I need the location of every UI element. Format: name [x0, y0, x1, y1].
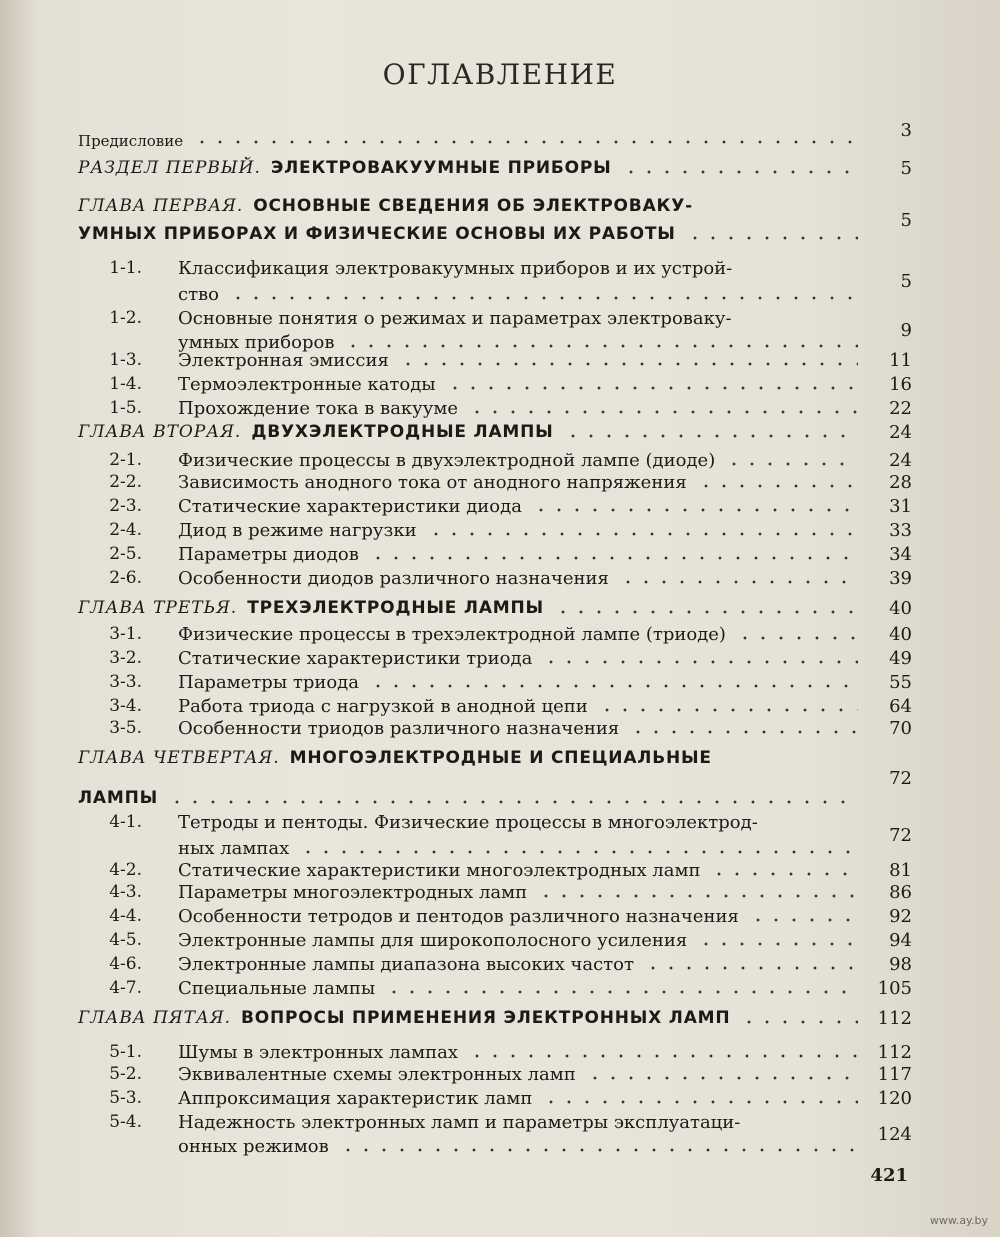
toc-entry-continuation [0, 788, 1000, 812]
page-number: 86 [889, 882, 912, 903]
toc-entry [0, 520, 1000, 544]
entry-number: 3-5. [109, 718, 142, 738]
entry-title-continued: ных лампах [178, 838, 290, 859]
dot-leader [542, 1099, 858, 1105]
dot-leader [193, 139, 858, 145]
toc-entry [0, 472, 1000, 496]
toc-entry [0, 672, 1000, 696]
entry-title: Физические процессы в двухэлектродной лампе (диоде) [178, 450, 716, 471]
page-number: 39 [889, 568, 912, 589]
dot-leader [586, 1075, 858, 1081]
entry-number: 3-2. [109, 648, 142, 668]
dot-leader [619, 579, 858, 585]
toc-entry [0, 624, 1000, 648]
dot-leader [446, 385, 858, 391]
entry-number: 4-4. [109, 906, 142, 926]
page-number: 72 [889, 768, 912, 789]
dot-leader [725, 461, 858, 467]
entry-title-continued: УМНЫХ ПРИБОРАХ И ФИЗИЧЕСКИЕ ОСНОВЫ ИХ РАБОТЫ [78, 224, 676, 244]
watermark: www.ay.by [929, 1214, 988, 1227]
page-number: 98 [889, 954, 912, 975]
entry-title: Тетроды и пентоды. Физические процессы в многоэлектрод- [178, 812, 758, 833]
entry-number: 2-4. [109, 520, 142, 540]
entry-title: Прохождение тока в вакууме [178, 398, 459, 419]
entry-number: 1-1. [109, 258, 142, 278]
entry-title: Основные понятия о режимах и параметрах электроваку- [178, 308, 732, 329]
entry-title: Работа триода с нагрузкой в анодной цепи [178, 696, 588, 717]
entry-title: Шумы в электронных лампах [178, 1042, 459, 1063]
dot-leader [554, 609, 858, 615]
dot-leader [564, 433, 858, 439]
entry-title: Особенности триодов различного назначения [178, 718, 620, 739]
toc-entry [0, 978, 1000, 1002]
page-number: 11 [889, 350, 912, 371]
dot-leader [542, 659, 858, 665]
toc-entry [0, 158, 1000, 182]
toc-entry [0, 648, 1000, 672]
page-number: 112 [877, 1008, 912, 1029]
entry-title: Термоэлектронные катоды [178, 374, 436, 395]
toc-entry [0, 422, 1000, 446]
entry-title-continued: ЛАМПЫ [78, 788, 159, 808]
entry-number: 4-2. [109, 860, 142, 880]
chapter-prefix: ГЛАВА ПЯТАЯ. [78, 1008, 231, 1028]
page-number: 33 [889, 520, 912, 541]
dot-leader [339, 1147, 858, 1153]
dot-leader [369, 683, 858, 689]
toc-entry [0, 496, 1000, 520]
toc-entry [0, 1042, 1000, 1066]
toc-entry [0, 718, 1000, 742]
page-number: 24 [889, 422, 912, 443]
dot-leader [299, 849, 858, 855]
page-number: 16 [889, 374, 912, 395]
chapter-prefix: ГЛАВА ЧЕТВЕРТАЯ. [78, 748, 280, 768]
page-number: 3 [900, 120, 912, 141]
entry-number: 2-6. [109, 568, 142, 588]
toc-entry [0, 748, 1000, 772]
entry-title: Аппроксимация характеристик ламп [178, 1088, 533, 1109]
dot-leader [399, 361, 858, 367]
entry-title: Параметры многоэлектродных ламп [178, 882, 528, 903]
toc-entry [0, 128, 1000, 152]
entry-title: Классификация электровакуумных приборов и их устрой- [178, 258, 733, 279]
entry-number: 4-5. [109, 930, 142, 950]
toc-entry [0, 930, 1000, 954]
toc-entry [0, 544, 1000, 568]
page-number: 24 [889, 450, 912, 471]
page-number: 70 [889, 718, 912, 739]
entry-title-continued: ство [178, 284, 220, 305]
toc-entry [0, 258, 1000, 282]
dot-leader [740, 1019, 858, 1025]
dot-leader [629, 729, 858, 735]
page-number: 49 [889, 648, 912, 669]
toc-entry-continuation [0, 1136, 1000, 1160]
toc-entry-continuation [0, 284, 1000, 308]
toc-entry [0, 450, 1000, 474]
entry-number: 5-1. [109, 1042, 142, 1062]
page-title: ОГЛАВЛЕНИЕ [382, 58, 618, 91]
toc-entry [0, 812, 1000, 836]
entry-number: 3-3. [109, 672, 142, 692]
toc-entry [0, 308, 1000, 332]
dot-leader [644, 965, 858, 971]
toc-entry [0, 906, 1000, 930]
entry-number: 5-3. [109, 1088, 142, 1108]
dot-leader [385, 989, 858, 995]
toc-entry [0, 954, 1000, 978]
footer-page-number: 421 [870, 1165, 908, 1186]
toc-entry-continuation [0, 224, 1000, 248]
dot-leader [697, 941, 858, 947]
dot-leader [468, 1053, 858, 1059]
toc-entry [0, 696, 1000, 720]
page-number: 34 [889, 544, 912, 565]
entry-number: 4-6. [109, 954, 142, 974]
page-number: 64 [889, 696, 912, 717]
dot-leader [598, 707, 858, 713]
entry-number: 1-2. [109, 308, 142, 328]
dot-leader [710, 871, 858, 877]
toc-entry [0, 398, 1000, 422]
page-number: 40 [889, 624, 912, 645]
entry-title: Эквивалентные схемы электронных ламп [178, 1064, 576, 1085]
chapter-title: ДВУХЭЛЕКТРОДНЫЕ ЛАМПЫ [251, 422, 554, 442]
chapter-prefix: ГЛАВА ТРЕТЬЯ. [78, 598, 238, 618]
page-number: 5 [900, 210, 912, 231]
entry-title: Электронная эмиссия [178, 350, 389, 371]
entry-title: Специальные лампы [178, 978, 376, 999]
entry-title: Физические процессы в трехэлектродной лампе (триоде) [178, 624, 726, 645]
page-number: 94 [889, 930, 912, 951]
dot-leader [736, 635, 858, 641]
dot-leader [697, 483, 858, 489]
chapter-title: ЭЛЕКТРОВАКУУМНЫЕ ПРИБОРЫ [270, 158, 612, 178]
entry-number: 2-1. [109, 450, 142, 470]
dot-leader [468, 409, 858, 415]
chapter-prefix: ГЛАВА ПЕРВАЯ. [78, 196, 244, 216]
toc-entry [0, 1088, 1000, 1112]
entry-number: 4-1. [109, 812, 142, 832]
entry-number: 5-4. [109, 1112, 142, 1132]
entry-number: 2-3. [109, 496, 142, 516]
entry-title: Статические характеристики многоэлектродных ламп [178, 860, 701, 881]
entry-title: Статические характеристики диода [178, 496, 522, 517]
entry-title: Надежность электронных ламп и параметры эксплуатаци- [178, 1112, 741, 1133]
entry-title: Статические характеристики триода [178, 648, 533, 669]
dot-leader [229, 295, 858, 301]
page-number: 124 [877, 1124, 912, 1145]
dot-leader [537, 893, 858, 899]
toc-entry [0, 860, 1000, 884]
entry-title: Зависимость анодного тока от анодного напряжения [178, 472, 687, 493]
chapter-title: ТРЕХЭЛЕКТРОДНЫЕ ЛАМПЫ [247, 598, 544, 618]
chapter-prefix: РАЗДЕЛ ПЕРВЫЙ. [78, 158, 261, 178]
entry-number: 5-2. [109, 1064, 142, 1084]
toc-entry [0, 568, 1000, 592]
page-number: 72 [889, 825, 912, 846]
page-number: 22 [889, 398, 912, 419]
toc-entry [0, 882, 1000, 906]
toc-entry [0, 1064, 1000, 1088]
chapter-prefix: ГЛАВА ВТОРАЯ. [78, 422, 242, 442]
chapter-title: ВОПРОСЫ ПРИМЕНЕНИЯ ЭЛЕКТРОННЫХ ЛАМП [241, 1008, 731, 1028]
entry-number: 4-3. [109, 882, 142, 902]
dot-leader [532, 507, 858, 513]
dot-leader [622, 169, 858, 175]
page-number: 120 [877, 1088, 912, 1109]
entry-number: 2-2. [109, 472, 142, 492]
entry-title: Особенности тетродов и пентодов различного назначения [178, 906, 739, 927]
page-number: 5 [900, 158, 912, 179]
toc-entry [0, 350, 1000, 374]
entry-number: 1-5. [109, 398, 142, 418]
entry-number: 3-1. [109, 624, 142, 644]
dot-leader [344, 343, 858, 349]
entry-number: 1-3. [109, 350, 142, 370]
entry-number: 1-4. [109, 374, 142, 394]
toc-entry [0, 1008, 1000, 1032]
dot-leader [686, 235, 858, 241]
page-number: 5 [900, 271, 912, 292]
entry-title: Электронные лампы диапазона высоких частот [178, 954, 634, 975]
dot-leader [427, 531, 858, 537]
dot-leader [168, 799, 858, 805]
page-number: 112 [877, 1042, 912, 1063]
page-number: 28 [889, 472, 912, 493]
toc-entry [0, 1112, 1000, 1136]
page-number: 55 [889, 672, 912, 693]
entry-title: Параметры триода [178, 672, 359, 693]
entry-title-continued: умных приборов [178, 332, 335, 353]
page-number: 81 [889, 860, 912, 881]
toc-entry [0, 598, 1000, 622]
dot-leader [749, 917, 858, 923]
toc-entry-continuation [0, 838, 1000, 862]
page-number: 9 [900, 320, 912, 341]
chapter-title: МНОГОЭЛЕКТРОДНЫЕ И СПЕЦИАЛЬНЫЕ [289, 748, 712, 768]
toc-entry [0, 374, 1000, 398]
entry-title-continued: онных режимов [178, 1136, 329, 1157]
entry-number: 2-5. [109, 544, 142, 564]
page-number: 105 [877, 978, 912, 999]
entry-number: 3-4. [109, 696, 142, 716]
toc-entry [0, 196, 1000, 220]
entry-title: Электронные лампы для широкополосного усиления [178, 930, 688, 951]
page-number: 92 [889, 906, 912, 927]
entry-title: Диод в режиме нагрузки [178, 520, 417, 541]
entry-title: Предисловие [78, 132, 184, 150]
page-number: 117 [877, 1064, 912, 1085]
page-number: 31 [889, 496, 912, 517]
dot-leader [369, 555, 858, 561]
entry-title: Особенности диодов различного назначения [178, 568, 609, 589]
entry-title: Параметры диодов [178, 544, 359, 565]
chapter-title: ОСНОВНЫЕ СВЕДЕНИЯ ОБ ЭЛЕКТРОВАКУ- [253, 196, 693, 216]
page-number: 40 [889, 598, 912, 619]
entry-number: 4-7. [109, 978, 142, 998]
